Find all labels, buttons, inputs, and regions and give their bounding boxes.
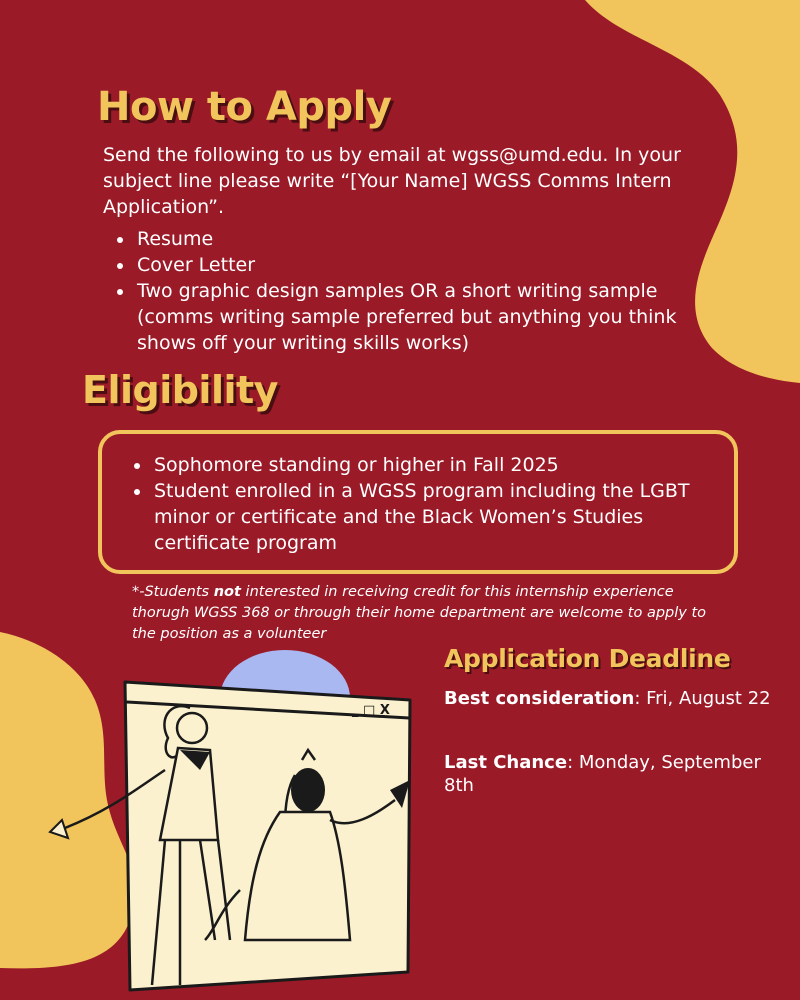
application-materials-list: [105, 226, 705, 356]
deadline-heading: Application Deadline: [444, 644, 731, 673]
volunteer-footnote: [132, 582, 732, 645]
list-item: • Student enrolled in a WGSS program including the LGBT minor or certificate and the Black Women’s Studies certificate program: [152, 478, 732, 556]
eligibility-list: [122, 452, 732, 556]
last-chance-date: [444, 751, 774, 797]
footnote-suffix: interested in receiving credit for this internship experience thorugh WGSS 368 or through their home department are welcome to apply to the position as a volunteer: [132, 584, 707, 642]
best-consideration-date: [444, 687, 774, 710]
list-item: • Sophomore standing or higher in Fall 2025: [152, 452, 732, 478]
last-chance-value: : Monday, September 8th: [444, 752, 761, 796]
footnote-prefix: *-Students: [132, 584, 214, 600]
browser-window-illustration-icon: [40, 640, 430, 1000]
how-to-apply-intro: Send the following to us by email at wgss@umd.edu. In your subject line please write “[Your Name] WGSS Comms Intern Application”.: [103, 144, 681, 218]
footnote-emphasis: not: [213, 584, 241, 600]
list-item: • Cover Letter: [135, 252, 705, 278]
how-to-apply-heading: How to Apply: [97, 84, 392, 130]
eligibility-box: [98, 430, 738, 574]
eligibility-heading: Eligibility: [82, 368, 278, 412]
last-chance-label: Last Chance: [444, 752, 568, 773]
list-item: • Two graphic design samples OR a short writing sample (comms writing sample preferred but anything you think shows off your writing skills works): [135, 278, 705, 356]
list-item: • Resume: [135, 226, 705, 252]
best-consideration-label: Best consideration: [444, 688, 635, 709]
best-consideration-value: : Fri, August 22: [634, 688, 771, 709]
window-controls: _ □ X: [352, 703, 390, 718]
